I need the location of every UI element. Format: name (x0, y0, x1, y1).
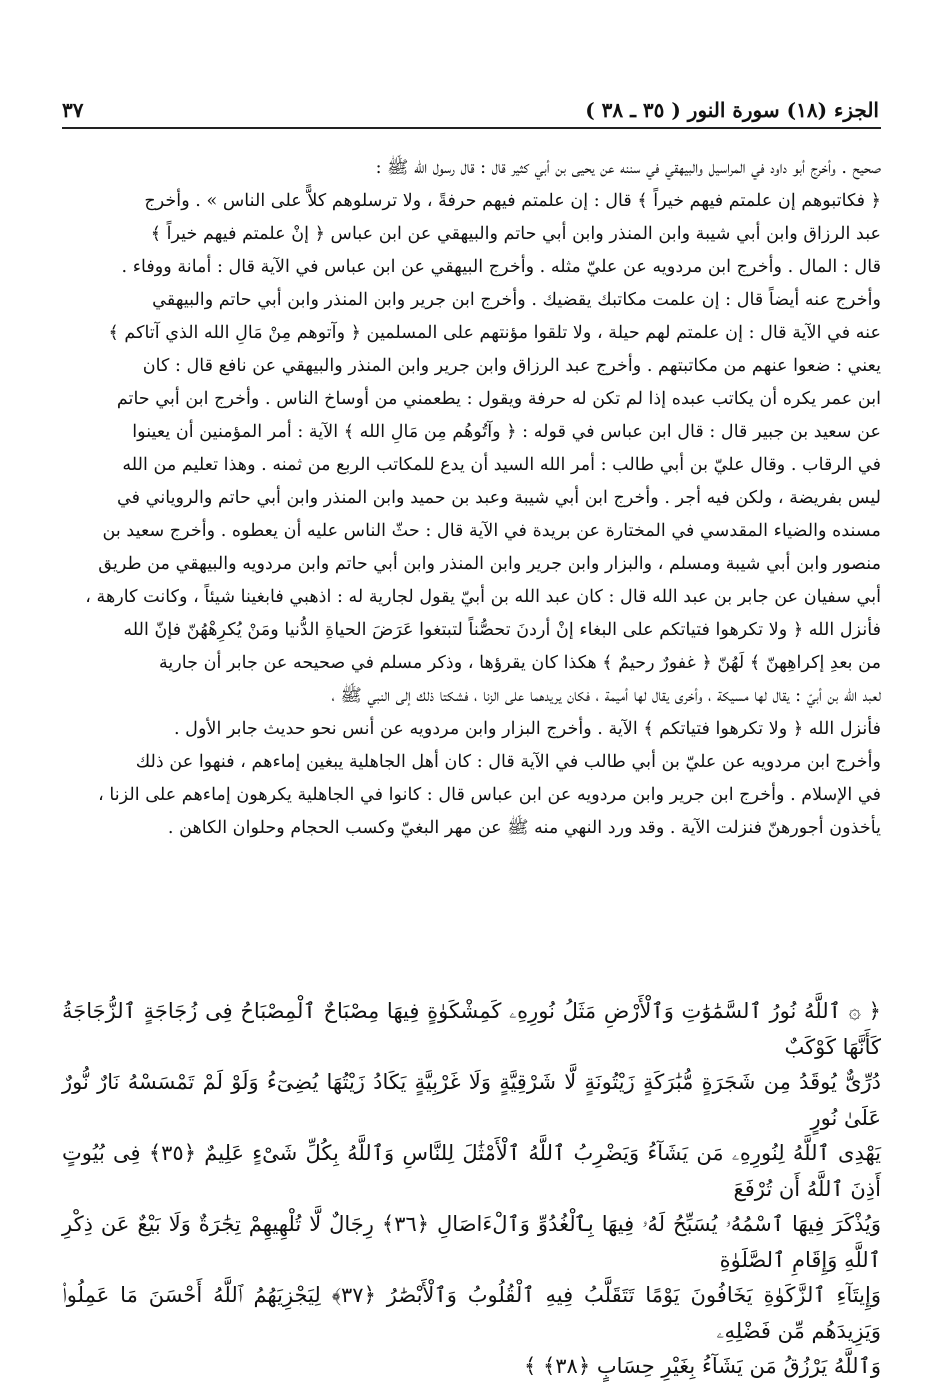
commentary-line: ابن عمر يكره أن يكاتب عبده إذا لم تكن له حرفة ويقول : يطعمني من أوساخ الناس . وأخرج ابن أبي حاتم (116, 389, 881, 409)
commentary-line: عنه في الآية قال : إن علمتم لهم حيلة ، ولا تلقوا مؤنتهم على المسلمين ﴿ وآتوهم مِنْ مَالِ الله الذي آتاكم ﴾ (108, 323, 881, 343)
commentary-line: من بعدِ إكراهِهنّ ﴾ لَهُنّ ﴿ غفورٌ رحيمٌ ﴾ هكذا كان يقرؤها ، وذكر مسلم في صحيحه عن جابر أن جارية (158, 653, 881, 673)
header-divider (62, 127, 881, 129)
verse-line: دُرِّىٌّ يُوقَدُ مِن شَجَرَةٍ مُّبَٰرَكَةٍ زَيْتُونَةٍ لَّا شَرْقِيَّةٍ وَلَا غَرْبِيَّةٍ يَكَادُ زَيْتُهَا يُضِىٓءُ وَلَوْ لَمْ تَمْسَسْهُ نَارٌ نُّورٌ عَلَىٰ نُورٍ (62, 1070, 881, 1130)
commentary-line: لعبد الله بن أبيّ : يقال لها مسيكة ، وأخرى يقال لها أميمة ، فكان يريدهما على الزنا ، فشكتا ذلك إلى النبي ﷺ ، (331, 686, 881, 706)
verse-line: وَٱللَّهُ يَرْزُقُ مَن يَشَآءُ بِغَيْرِ حِسَابٍ ﴿٣٨﴾ ﴾ (523, 1354, 881, 1378)
verse-line: ﴿ ۞ ٱللَّهُ نُورُ ٱلسَّمَٰوَٰتِ وَٱلْأَرْضِ مَثَلُ نُورِهِۦ كَمِشْكَوٰةٍ فِيهَا مِصْبَاحٌ ٱلْمِصْبَاحُ فِى زُجَاجَةٍ ٱلزُّجَاجَةُ كَأَنَّهَا كَوْكَبٌ (62, 999, 881, 1059)
commentary-line: وأخرج ابن مردويه عن عليّ بن أبي طالب في الآية قال : كان أهل الجاهلية يبغين إماءهم ، فنهوا عن ذلك (135, 752, 881, 772)
verse-line: وَيُذْكَرَ فِيهَا ٱسْمُهُۥ يُسَبِّحُ لَهُۥ فِيهَا بِٱلْغُدُوِّ وَٱلْءَاصَالِ ﴿٣٦﴾ رِجَالٌ لَّا تُلْهِيهِمْ تِجَٰرَةٌ وَلَا بَيْعٌ عَن ذِكْرِ ٱللَّهِ وَإِقَامِ ٱلصَّلَوٰةِ (62, 1212, 881, 1272)
commentary-text (58, 152, 881, 972)
commentary-line: عبد الرزاق وابن أبي شيبة وابن المنذر وابن أبي حاتم والبيهقي عن ابن عباس ﴿ إنْ علمتم فيهم خيراً ﴾ (150, 224, 881, 244)
verse-line: يَهْدِى ٱللَّهُ لِنُورِهِۦ مَن يَشَآءُ وَيَضْرِبُ ٱللَّهُ ٱلْأَمْثَٰلَ لِلنَّاسِ وَٱللَّهُ بِكُلِّ شَىْءٍ عَلِيمٌ ﴿٣٥﴾ فِى بُيُوتٍ أَذِنَ ٱللَّهُ أَن تُرْفَعَ (62, 1141, 882, 1201)
commentary-line: وأخرج عنه أيضاً قال : إن علمت مكاتبك يقضيك . وأخرج ابن جرير وابن المنذر وابن أبي حاتم والبيهقي (152, 290, 881, 310)
commentary-line: في الرقاب . وقال عليّ بن أبي طالب : أمر الله السيد أن يدع للمكاتب الربع من ثمنه . وهذا تعليم من الله (122, 455, 881, 475)
header-title: الجزء (١٨) سورة النور ( ٣٥ ـ ٣٨ ) (585, 98, 879, 122)
commentary-line: مسنده والضياء المقدسي في المختارة عن بريدة في الآية قال : حثّ الناس عليه أن يعطوه . وأخرج سعيد بن (102, 521, 881, 541)
commentary-line: في الإسلام . وأخرج ابن جرير وابن مردويه عن ابن عباس قال : كانوا في الجاهلية يكرهون إماءهم على الزنا ، (98, 785, 881, 805)
commentary-line: فأنزل الله ﴿ ولا تكرهوا فتياتكم على البغاء إنْ أردنَ تحصُّناً لتبتغوا عَرَضَ الحياةِ الدُّنيا ومَنْ يُكرِهْهُنّ فإنّ الله (123, 620, 881, 640)
commentary-line: يعني : ضعوا عنهم من مكاتبتهم . وأخرج عبد الرزاق وابن جرير وابن المنذر والبيهقي عن نافع قال : كان (142, 356, 881, 376)
verse-line: وَإِيتَآءِ ٱلزَّكَوٰةِ يَخَافُونَ يَوْمًا تَتَقَلَّبُ فِيهِ ٱلْقُلُوبُ وَٱلْأَبْصَٰرُ ﴿٣٧﴾ لِيَجْزِيَهُمُ ٱللَّهُ أَحْسَنَ مَا عَمِلُوا۟ وَيَزِيدَهُم مِّن فَضْلِهِۦ (62, 1283, 881, 1343)
page-number: ٣٧ (62, 98, 84, 122)
commentary-line: يأخذون أجورهنّ فنزلت الآية . وقد ورد النهي منه ﷺ عن مهر البغيّ وكسب الحجام وحلوان الكاهن . (167, 818, 881, 838)
commentary-line: عن سعيد بن جبير قال : قال ابن عباس في قوله : ﴿ وآتُوهُم مِن مَالِ الله ﴾ الآية : أمر المؤمنين أن يعينوا (132, 422, 881, 442)
commentary-line: صحيح . وأخرج أبو داود في المراسيل والبيهقي في سننه عن يحيى بن أبي كثير قال : قال رسول الله ﷺ : (375, 158, 881, 178)
commentary-line: منصور وابن أبي شيبة ومسلم ، والبزار وابن جرير وابن المنذر وابن أبي حاتم وابن مردويه والبيهقي من طريق (98, 554, 881, 574)
commentary-line: أبي سفيان عن جابر بن عبد الله قال : كان عبد الله بن أبيّ يقول لجارية له : اذهبي فابغينا شيئاً ، وكانت كارهة ، (85, 587, 881, 607)
commentary-line: ﴿ فكاتبوهم إن علمتم فيهم خيراً ﴾ قال : إن علمتم فيهم حرفةً ، ولا ترسلوهم كلاًّ على الناس » . وأخرج (144, 191, 881, 211)
commentary-line: ليس بفريضة ، ولكن فيه أجر . وأخرج ابن أبي شيبة وعبد بن حميد وابن المنذر وابن أبي حاتم والروياني في (116, 488, 881, 508)
commentary-line: قال : المال . وأخرج ابن مردويه عن عليّ مثله . وأخرج البيهقي عن ابن عباس في الآية قال : أمانة ووفاء . (121, 257, 881, 277)
commentary-line: فأنزل الله ﴿ ولا تكرهوا فتياتكم ﴾ الآية . وأخرج البزار وابن مردويه عن أنس نحو حديث جابر الأول . (173, 719, 881, 739)
page-header (62, 88, 879, 124)
quran-verses (62, 994, 882, 1378)
